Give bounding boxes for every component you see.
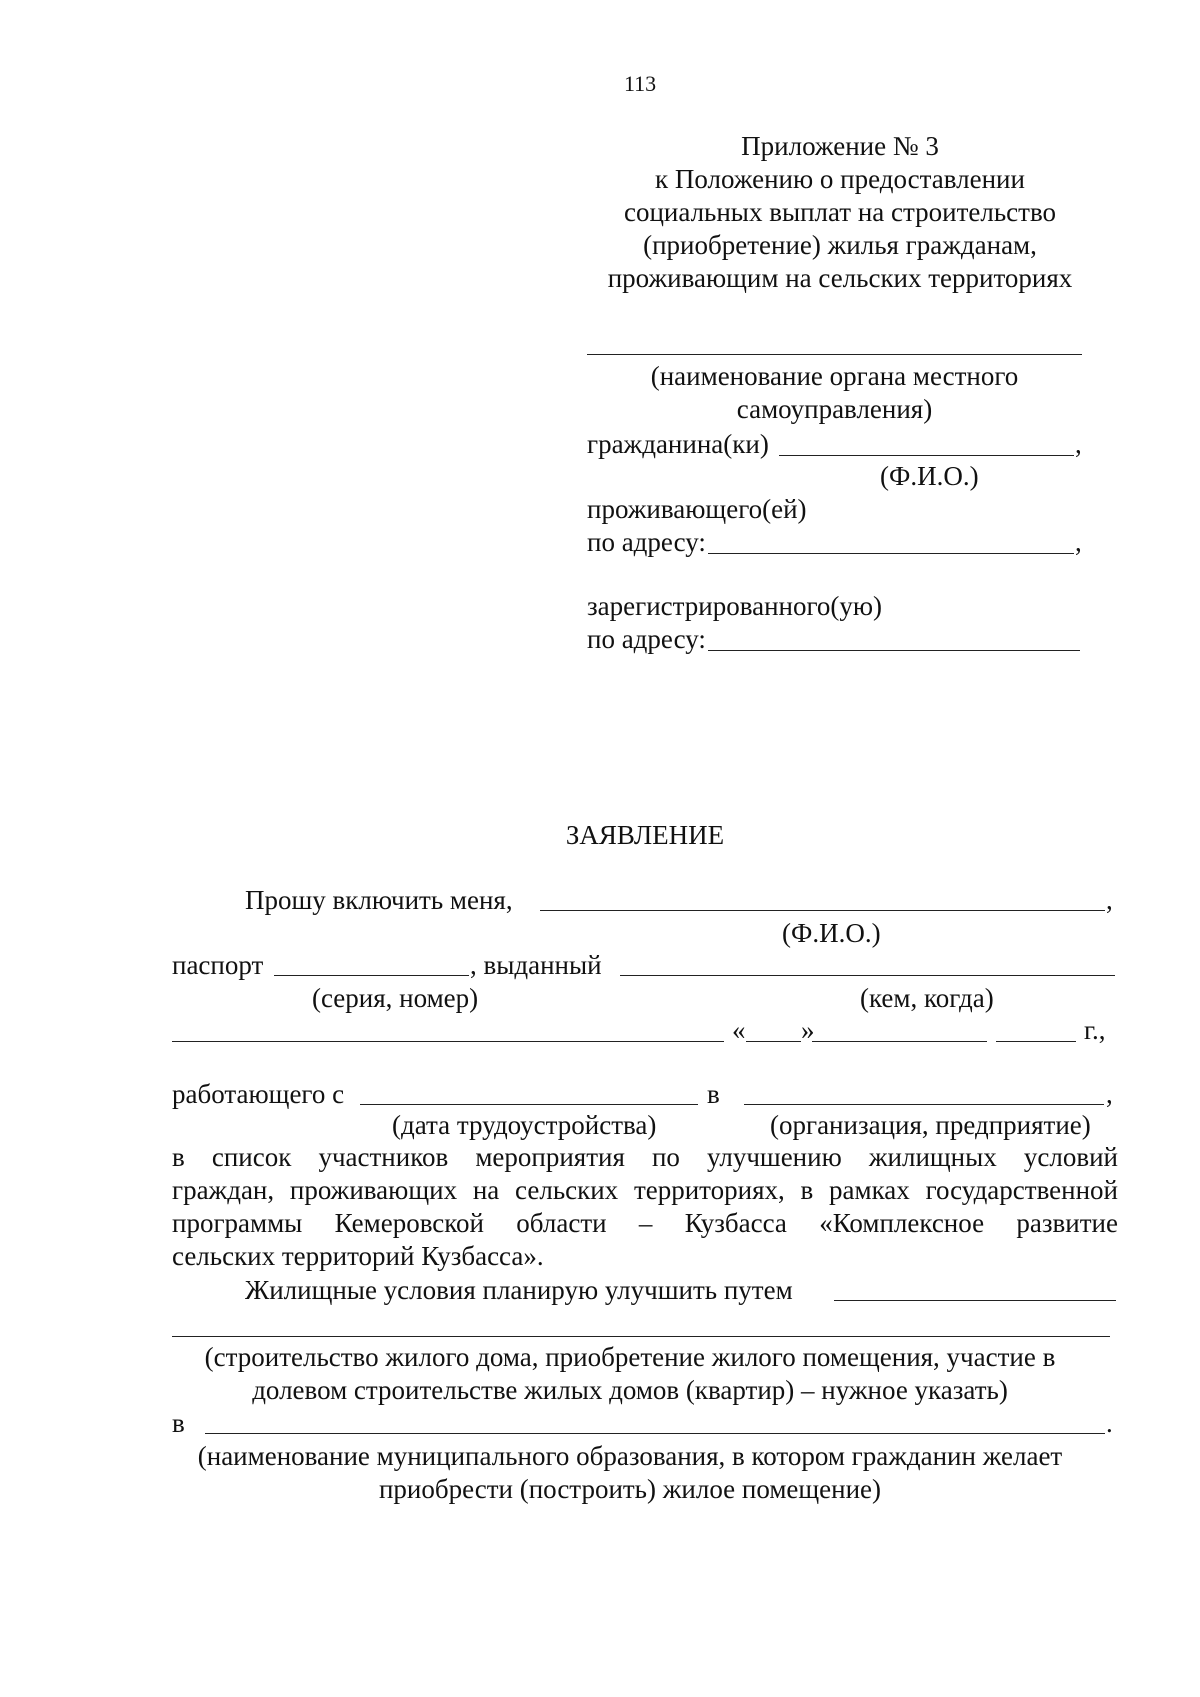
address-field[interactable] bbox=[708, 553, 1074, 554]
appendix-line: проживающим на сельских территориях bbox=[607, 263, 1073, 293]
municipality-caption: приобрести (построить) жилое помещение) bbox=[378, 1474, 882, 1504]
in-label: в bbox=[707, 1079, 720, 1109]
hire-date-caption: (дата трудоустройства) bbox=[392, 1110, 657, 1140]
organization-caption: (организация, предприятие) bbox=[770, 1110, 1091, 1140]
appendix-line: к Положению о предоставлении bbox=[655, 164, 1025, 194]
applicant-name-field[interactable] bbox=[540, 910, 1105, 911]
housing-method-field-continued[interactable] bbox=[172, 1336, 1110, 1337]
issue-day-field[interactable] bbox=[746, 1041, 801, 1042]
registered-label: зарегистрированного(ую) bbox=[587, 591, 883, 621]
organization-field[interactable] bbox=[744, 1104, 1104, 1105]
method-caption: долевом строительстве жилых домов (квартир) – нужное указать) bbox=[252, 1375, 1008, 1405]
year-suffix: г., bbox=[1084, 1015, 1106, 1045]
quote-close: » bbox=[801, 1015, 815, 1045]
fio-caption: (Ф.И.О.) bbox=[782, 918, 881, 948]
comma: , bbox=[1106, 1079, 1113, 1109]
paragraph-line: программы Кемеровской области – Кузбасса «Комплексное развитие bbox=[172, 1208, 1118, 1238]
working-label: работающего с bbox=[172, 1079, 345, 1109]
address-label: по адресу: bbox=[587, 527, 706, 557]
fio-caption: (Ф.И.О.) bbox=[880, 461, 979, 491]
issuer-continued-field[interactable] bbox=[172, 1041, 724, 1042]
quote-open: « bbox=[732, 1015, 746, 1045]
in-label: в bbox=[172, 1408, 185, 1438]
issuer-caption: (кем, когда) bbox=[860, 983, 994, 1013]
comma: , bbox=[1075, 429, 1082, 459]
org-name-field[interactable] bbox=[587, 354, 1082, 355]
paragraph-line: граждан, проживающих на сельских территориях, в рамках государственной bbox=[172, 1175, 1118, 1205]
issued-label: , выданный bbox=[470, 950, 602, 980]
appendix-line: Приложение № 3 bbox=[741, 131, 939, 161]
passport-label: паспорт bbox=[172, 950, 264, 980]
appendix-line: социальных выплат на строительство bbox=[623, 197, 1057, 227]
passport-number-field[interactable] bbox=[274, 975, 469, 976]
paragraph-last-line: сельских территорий Кузбасса». bbox=[172, 1241, 544, 1271]
reg-address-field[interactable] bbox=[708, 650, 1080, 651]
series-caption: (серия, номер) bbox=[312, 983, 479, 1013]
document-title: ЗАЯВЛЕНИЕ bbox=[565, 820, 725, 850]
municipality-caption: (наименование муниципального образования, в котором гражданин желает bbox=[197, 1441, 1063, 1471]
org-caption: самоуправления) bbox=[736, 394, 933, 424]
comma: , bbox=[1106, 885, 1113, 915]
residing-label: проживающего(ей) bbox=[587, 494, 807, 524]
period: . bbox=[1106, 1408, 1113, 1438]
municipality-field[interactable] bbox=[205, 1433, 1105, 1434]
org-caption: (наименование органа местного bbox=[650, 361, 1019, 391]
housing-method-field[interactable] bbox=[834, 1300, 1116, 1301]
issuer-field[interactable] bbox=[620, 975, 1115, 976]
page-number: 113 bbox=[624, 71, 657, 96]
comma: , bbox=[1075, 527, 1082, 557]
reg-address-label: по адресу: bbox=[587, 624, 706, 654]
method-caption: (строительство жилого дома, приобретение жилого помещения, участие в bbox=[204, 1342, 1056, 1372]
citizen-name-field[interactable] bbox=[779, 455, 1074, 456]
housing-label: Жилищные условия планирую улучшить путем bbox=[245, 1275, 793, 1305]
citizen-label: гражданина(ки) bbox=[587, 429, 769, 459]
appendix-line: (приобретение) жилья гражданам, bbox=[643, 230, 1037, 260]
hire-date-field[interactable] bbox=[360, 1104, 698, 1105]
issue-year-field[interactable] bbox=[996, 1041, 1076, 1042]
request-prefix: Прошу включить меня, bbox=[245, 885, 513, 915]
paragraph-line: в список участников мероприятия по улучшению жилищных условий bbox=[172, 1142, 1118, 1172]
issue-month-field[interactable] bbox=[812, 1041, 987, 1042]
